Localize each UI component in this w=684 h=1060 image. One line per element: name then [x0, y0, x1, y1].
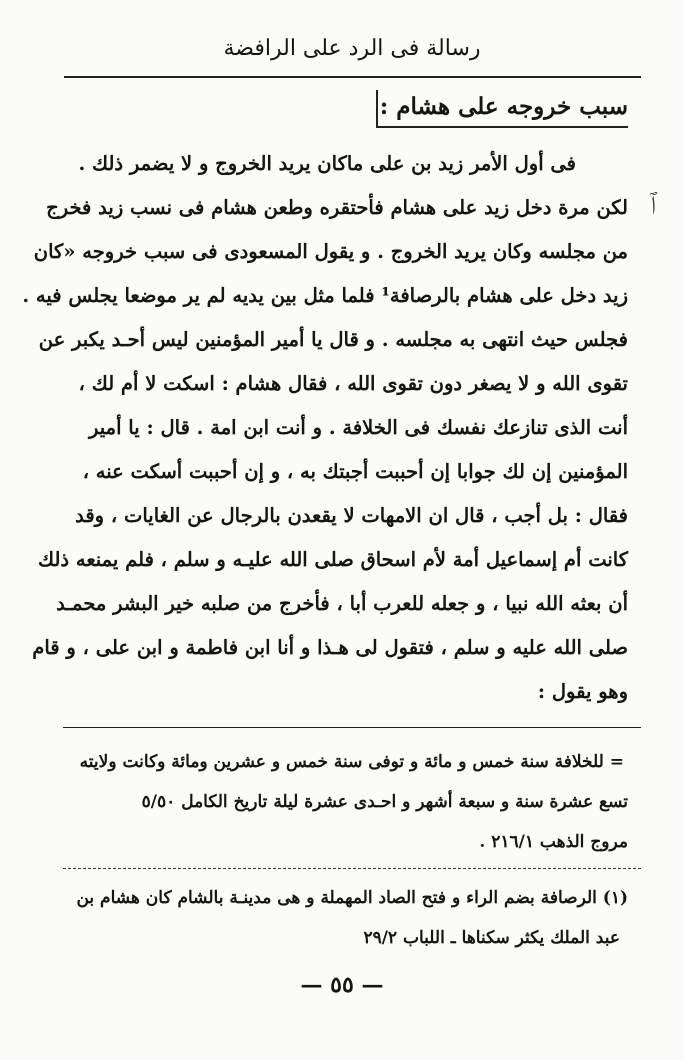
text-line: فقال : بل أجب ، قال ان الامهات لا يقعدن بالرجال عن الغايات ، وقد	[75, 504, 628, 527]
main-text	[22, 142, 628, 714]
text-line: صلى الله عليه و سلم ، فتقول لى هـذا و أنا ابن فاطمة و ابن على ، و قام	[32, 636, 628, 659]
footnote-rule	[63, 727, 641, 728]
continued-footnote	[72, 742, 628, 862]
section-heading: سبب خروجه على هشام :	[376, 90, 628, 128]
text-line: كانت أم إسماعيل أمة لأم اسحاق صلى الله عليـه و سلم ، فلم يمنعه ذلك	[38, 548, 628, 571]
footnote-line: عبد الملك يكثر سكناها ـ اللباب ٢٩/٢	[363, 928, 620, 948]
text-line: زيد دخل على هشام بالرصافة¹ فلما مثل بين يديه لم ير موضعا يجلس فيه .	[22, 284, 628, 307]
footnote-line: (١) الرصافة بضم الراء و فتح الصاد المهملة و هى مدينـة بالشام كان هشام بن	[76, 888, 628, 908]
text-line: أنت الذى تنازعك نفسك فى الخلافة . و أنت ابن امة . قال : يا أمير	[89, 416, 628, 439]
text-line: من مجلسه وكان يريد الخروج . و يقول المسعودى فى سبب خروجه «كان	[33, 240, 628, 263]
text-line: فجلس حيث انتهى به مجلسه . و قال يا أمير المؤمنين ليس أحـد يكبر عن	[38, 328, 628, 351]
footnote-line: = للخلافة سنة خمس و مائة و توفى سنة خمس و عشرين ومائة وكانت ولايته	[79, 752, 624, 772]
text-line: تقوى الله و لا يصغر دون تقوى الله ، فقال هشام : اسكت لا أم لك ،	[78, 372, 628, 395]
page-number: — ٥٥ —	[300, 972, 384, 998]
footnote-separator	[63, 868, 641, 869]
text-line: لكن مرة دخل زيد على هشام فأحتقره وطعن هشام فى نسب زيد فخرج	[46, 196, 628, 219]
footnote-line: تسع عشرة سنة و سبعة أشهر و احـدى عشرة ليلة تاريخ الكامل ٥/٥٠	[141, 792, 628, 812]
text-line: المؤمنين إن لك جوابا إن أحببت أجبتك به ، و إن أحببت أسكت عنه ،	[82, 460, 628, 483]
footnote-line: مروج الذهب ٢١٦/١ .	[479, 832, 628, 852]
text-line: فى أول الأمر زيد بن على ماكان يريد الخروج و لا يضمر ذلك .	[78, 152, 576, 175]
header-rule	[64, 76, 641, 78]
text-line: أن بعثه الله نبيا ، و جعله للعرب أبا ، فأخرج من صلبه خير البشر محمـد	[56, 592, 628, 615]
margin-mark: ﭐ	[650, 191, 656, 221]
text-line: وهو يقول :	[537, 680, 628, 703]
running-header: رسالة فى الرد على الرافضة	[223, 36, 481, 61]
footnote-1	[72, 878, 628, 958]
